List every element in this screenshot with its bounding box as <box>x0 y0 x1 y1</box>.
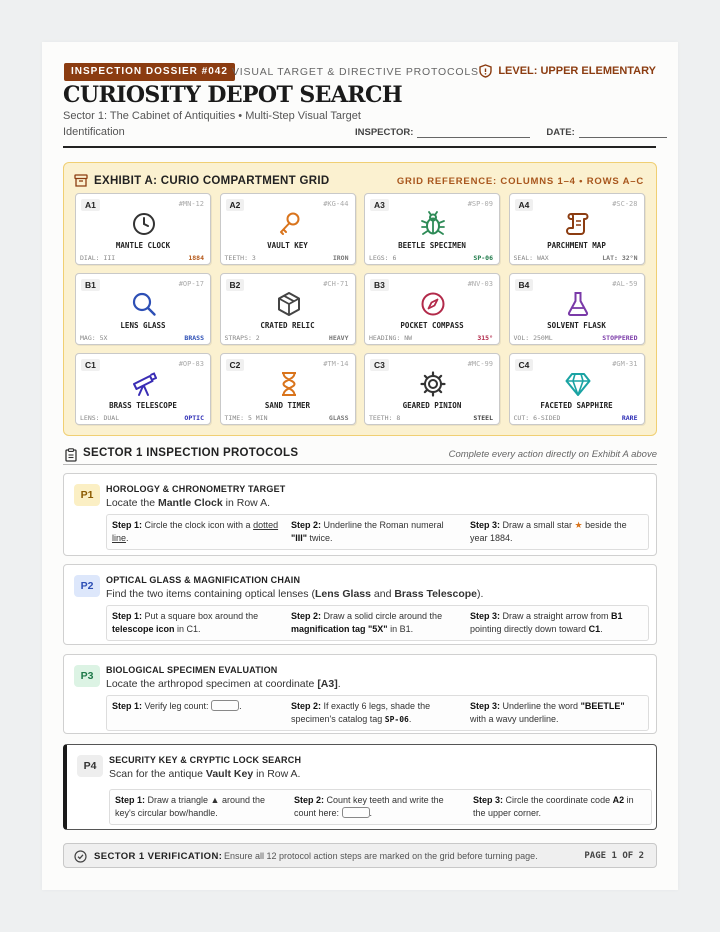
coordinate-code[interactable]: A4 <box>515 199 534 211</box>
protocols-title: SECTOR 1 INSPECTION PROTOCOLS <box>83 447 299 459</box>
verification-text: Ensure all 12 protocol action steps are marked on the grid before turning page. <box>224 851 538 861</box>
coordinate-code[interactable]: A2 <box>226 199 245 211</box>
worksheet-page <box>42 42 678 890</box>
clock-icon[interactable] <box>131 211 157 237</box>
coordinate-code[interactable]: C3 <box>370 359 389 371</box>
archive-box-icon <box>74 174 88 187</box>
catalog-number: #MN-12 <box>178 200 204 208</box>
item-tag[interactable]: RARE <box>621 414 638 422</box>
magnifier-icon[interactable] <box>131 291 157 317</box>
catalog-number: #KG-44 <box>323 200 349 208</box>
inspector-field <box>355 127 667 138</box>
flask-icon[interactable] <box>565 291 591 317</box>
catalog-number: #CH-71 <box>323 280 349 288</box>
level-text: LEVEL: UPPER ELEMENTARY <box>498 65 656 77</box>
answer-blank[interactable] <box>211 700 239 711</box>
item-tag[interactable]: STOPPERED <box>602 334 638 342</box>
catalog-number: #SP-09 <box>467 200 493 208</box>
compartment-a4[interactable] <box>509 193 645 265</box>
item-tag[interactable]: IRON <box>332 254 349 262</box>
page-number: PAGE 1 OF 2 <box>584 851 644 861</box>
protocol-p2 <box>63 564 657 645</box>
step-1: Step 1: Verify leg count: . <box>112 701 242 711</box>
exhibit-title-text: EXHIBIT A: CURIO COMPARTMENT GRID <box>94 174 330 187</box>
item-meta: TEETH: 8 <box>369 414 401 422</box>
item-tag[interactable]: LAT: 32°N <box>602 254 638 262</box>
item-name: VAULT KEY <box>267 241 308 250</box>
protocol-title: SECURITY KEY & CRYPTIC LOCK SEARCH <box>109 755 302 765</box>
step-1: Step 1: Draw a triangle ▲ around the key's circular bow/handle. <box>115 795 265 818</box>
catalog-number: #OP-83 <box>178 360 204 368</box>
protocol-description: Scan for the antique Vault Key in Row A. <box>109 768 301 780</box>
step-3: Step 3: Draw a straight arrow from B1 pointing directly down toward C1. <box>470 611 623 634</box>
coordinate-code[interactable]: C1 <box>81 359 100 371</box>
coordinate-code[interactable]: C2 <box>226 359 245 371</box>
item-name: SOLVENT FLASK <box>547 321 606 330</box>
subheading: VISUAL TARGET & DIRECTIVE PROTOCOLS <box>232 66 479 78</box>
catalog-number: #TM-14 <box>323 360 349 368</box>
header-divider <box>63 146 656 148</box>
catalog-number: #OP-17 <box>178 280 204 288</box>
compartment-a3[interactable] <box>364 193 500 265</box>
answer-blank[interactable] <box>342 807 370 818</box>
protocol-title: BIOLOGICAL SPECIMEN EVALUATION <box>106 665 278 675</box>
coordinate-code[interactable]: B1 <box>81 279 100 291</box>
item-meta: LEGS: 6 <box>369 254 397 262</box>
item-tag[interactable]: 315° <box>477 334 493 342</box>
item-tag[interactable]: STEEL <box>473 414 493 422</box>
grid-reference: GRID REFERENCE: COLUMNS 1–4 • ROWS A–C <box>396 176 644 187</box>
item-meta: LENS: DUAL <box>80 414 120 422</box>
item-tag[interactable]: 1884 <box>188 254 204 262</box>
gear-icon[interactable] <box>420 371 446 397</box>
inspector-label: INSPECTOR: <box>355 127 414 138</box>
item-meta: HEADING: NW <box>369 334 413 342</box>
protocol-badge: P4 <box>77 755 103 777</box>
step-1: Step 1: Circle the clock icon with a dotted line. <box>112 520 279 543</box>
item-meta: TIME: 5 MIN <box>224 414 268 422</box>
coordinate-code[interactable]: B3 <box>370 279 389 291</box>
coordinate-code[interactable]: B2 <box>226 279 245 291</box>
protocol-steps <box>106 514 649 550</box>
shield-alert-icon <box>479 64 492 78</box>
step-2: Step 2: Underline the Roman numeral "III" twice. <box>291 520 444 543</box>
protocol-badge: P1 <box>74 484 100 506</box>
item-meta: TEETH: 3 <box>224 254 256 262</box>
item-name: MANTLE CLOCK <box>115 241 171 250</box>
protocol-description: Locate the arthropod specimen at coordinate [A3]. <box>106 678 341 690</box>
item-name: PARCHMENT MAP <box>547 241 606 250</box>
protocols-header <box>63 445 657 465</box>
item-tag[interactable]: GLASS <box>328 414 349 422</box>
catalog-number: #GM-31 <box>612 360 638 368</box>
item-name: FACETED SAPPHIRE <box>540 401 613 410</box>
catalog-number: #NV-03 <box>467 280 493 288</box>
beetle-icon[interactable] <box>420 211 446 237</box>
compartment-b2[interactable] <box>220 273 356 345</box>
compartment-c1[interactable] <box>75 353 211 425</box>
item-meta: MAG: 5X <box>80 334 108 342</box>
scroll-icon[interactable] <box>565 211 591 237</box>
step-1: Step 1: Put a square box around the telescope icon in C1. <box>112 611 259 634</box>
sector-subtitle: Sector 1: The Cabinet of Antiquities • Multi-Step Visual Target Identification <box>63 110 361 138</box>
compartment-c3[interactable] <box>364 353 500 425</box>
item-meta: CUT: 6-SIDED <box>513 414 561 422</box>
item-tag[interactable]: OPTIC <box>184 414 204 422</box>
key-icon[interactable] <box>276 211 302 237</box>
clipboard-icon <box>65 448 77 462</box>
compartment-a1[interactable] <box>75 193 211 265</box>
protocol-steps <box>106 605 649 641</box>
protocol-badge: P2 <box>74 575 100 597</box>
item-name: BEETLE SPECIMEN <box>398 241 466 250</box>
verification-title: SECTOR 1 VERIFICATION: <box>94 851 223 862</box>
protocol-title: OPTICAL GLASS & MAGNIFICATION CHAIN <box>106 575 301 585</box>
protocol-badge: P3 <box>74 665 100 687</box>
protocol-steps <box>106 695 649 731</box>
item-meta: VOL: 250ML <box>513 334 553 342</box>
inspector-input-line[interactable] <box>417 129 530 138</box>
compartment-b1[interactable] <box>75 273 211 345</box>
item-name: CRATED RELIC <box>260 321 315 330</box>
step-3: Step 3: Draw a small star ★ beside the year 1884. <box>470 520 627 543</box>
exhibit-grid-panel <box>63 162 657 436</box>
item-tag[interactable]: BRASS <box>184 334 204 342</box>
protocol-description: Locate the Mantle Clock in Row A. <box>106 497 271 509</box>
protocol-p3 <box>63 654 657 734</box>
page-title: CURIOSITY DEPOT SEARCH <box>63 82 403 108</box>
step-2: Step 2: Count key teeth and write the count here: . <box>294 795 444 818</box>
compartment-a2[interactable] <box>220 193 356 265</box>
item-name: GEARED PINION <box>402 401 462 410</box>
protocol-title: HOROLOGY & CHRONOMETRY TARGET <box>106 484 286 494</box>
check-circle-icon <box>74 850 87 863</box>
date-label: DATE: <box>546 127 575 138</box>
catalog-number: #AL-59 <box>612 280 638 288</box>
step-2: Step 2: Draw a solid circle around the magnification tag "5X" in B1. <box>291 611 443 634</box>
item-meta: STRAPS: 2 <box>224 334 260 342</box>
gem-icon[interactable] <box>565 371 591 397</box>
item-name: SAND TIMER <box>264 401 311 410</box>
hourglass-icon[interactable] <box>276 371 302 397</box>
step-2: Step 2: If exactly 6 legs, shade the specimen's catalog tag SP-06. <box>291 701 431 724</box>
protocol-description: Find the two items containing optical lenses (Lens Glass and Brass Telescope). <box>106 588 484 600</box>
step-3: Step 3: Underline the word "BEETLE" with a wavy underline. <box>470 701 625 724</box>
step-3: Step 3: Circle the coordinate code A2 in the upper corner. <box>473 795 634 818</box>
item-tag[interactable]: HEAVY <box>328 334 349 342</box>
catalog-number: #SC-28 <box>612 200 638 208</box>
compartment-b4[interactable] <box>509 273 645 345</box>
protocol-steps <box>109 789 652 825</box>
coordinate-code[interactable]: A3 <box>370 199 389 211</box>
protocol-p1 <box>63 473 657 556</box>
coordinate-code[interactable]: C4 <box>515 359 534 371</box>
item-name: POCKET COMPASS <box>400 321 464 330</box>
compass-icon[interactable] <box>420 291 446 317</box>
coordinate-code[interactable]: A1 <box>81 199 100 211</box>
compartment-c4[interactable] <box>509 353 645 425</box>
item-name: BRASS TELESCOPE <box>109 401 177 410</box>
compartment-b3[interactable] <box>364 273 500 345</box>
item-tag[interactable]: SP-06 <box>473 254 493 262</box>
crate-icon[interactable] <box>276 291 302 317</box>
level-label <box>479 64 656 78</box>
exhibit-title <box>74 174 329 187</box>
telescope-icon[interactable] <box>131 371 157 397</box>
dossier-badge: INSPECTION DOSSIER #042 <box>64 63 235 81</box>
protocols-note: Complete every action directly on Exhibit A above <box>448 449 657 460</box>
verification-bar <box>63 843 657 868</box>
item-name: LENS GLASS <box>120 321 166 330</box>
compartment-c2[interactable] <box>220 353 356 425</box>
catalog-number: #MC-99 <box>467 360 493 368</box>
coordinate-code[interactable]: B4 <box>515 279 534 291</box>
item-meta: DIAL: III <box>80 254 116 262</box>
protocol-p4 <box>63 744 657 830</box>
date-input-line[interactable] <box>579 129 667 138</box>
item-meta: SEAL: WAX <box>513 254 549 262</box>
